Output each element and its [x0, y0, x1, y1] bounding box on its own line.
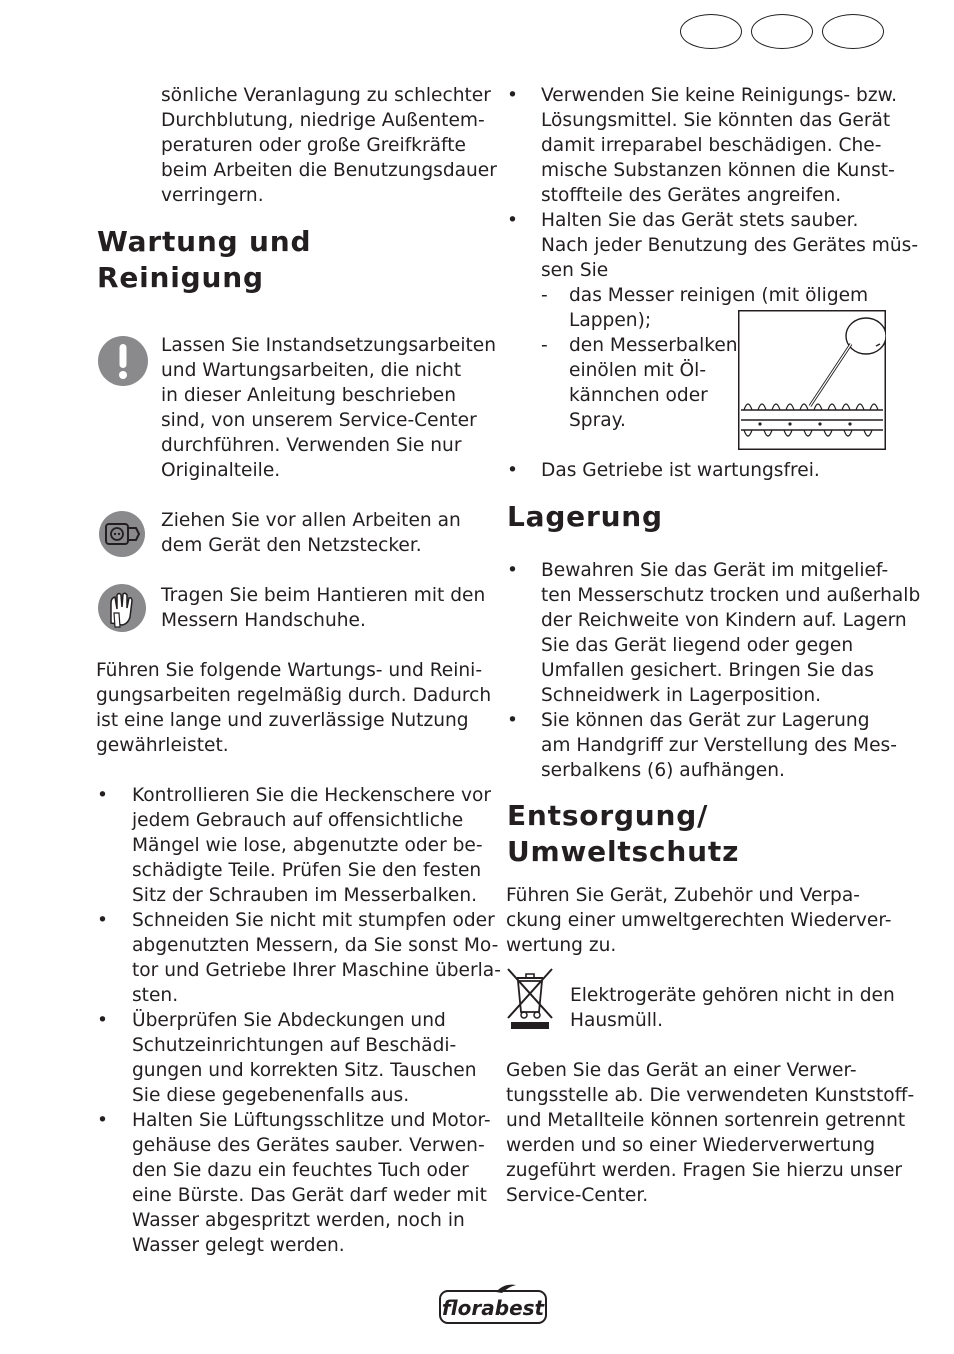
text-line: Geben Sie das Gerät an einer Verwer-: [506, 1060, 857, 1081]
bullet-dot: •: [97, 910, 108, 931]
bullet-dot: •: [507, 710, 518, 731]
text-line: sind, von unserem Service-Center: [161, 410, 477, 431]
heading-line: Wartung und: [97, 225, 312, 258]
text-line: dem Gerät den Netzstecker.: [161, 535, 422, 556]
text-line: am Handgriff zur Verstellung des Mes-: [541, 735, 897, 756]
text-line: Schneidwerk in Lagerposition.: [541, 685, 822, 706]
heading-line: Umweltschutz: [507, 835, 740, 868]
text-line: ist eine lange und zuverlässige Nutzung: [96, 710, 469, 731]
text-line: ten Messerschutz trocken und außerhalb: [541, 585, 921, 606]
bullet-dot: •: [507, 460, 518, 481]
notice-plug-text: [161, 508, 461, 558]
text-line: Service-Center.: [506, 1185, 649, 1206]
florabest-logo: [438, 1283, 548, 1325]
text-line: Sie können das Gerät zur Lagerung: [541, 710, 870, 731]
gloves-icon: [97, 583, 147, 640]
text-line: sten.: [132, 985, 179, 1006]
logo-text: florabest: [441, 1296, 545, 1320]
dash-symbol: -: [541, 285, 548, 306]
text-line: Führen Sie folgende Wartungs- und Reini-: [96, 660, 483, 681]
warning-icon: [97, 335, 149, 394]
text-line: Sitz der Schrauben im Messerbalken.: [132, 885, 478, 906]
text-line: zugeführt werden. Fragen Sie hierzu unser: [506, 1160, 903, 1181]
text-line: sen Sie: [541, 260, 609, 281]
text-line: Lösungsmittel. Sie könnten das Gerät: [541, 110, 891, 131]
text-line: Wasser abgespritzt werden, noch in: [132, 1210, 465, 1231]
text-line: Verwenden Sie keine Reinigungs- bzw.: [541, 85, 897, 106]
text-line: ckung einer umweltgerechten Wiederver-: [506, 910, 892, 931]
text-line: kännchen oder: [569, 385, 708, 406]
bullet-dot: •: [97, 1010, 108, 1031]
text-line: gungen und korrekten Sitz. Tauschen: [132, 1060, 477, 1081]
text-line: stoffteile des Gerätes angreifen.: [541, 185, 842, 206]
text-line: das Messer reinigen (mit öligem: [569, 285, 869, 306]
text-line: Schneiden Sie nicht mit stumpfen oder: [132, 910, 495, 931]
text-line: Schutzeinrichtungen auf Beschädi-: [132, 1035, 457, 1056]
text-line: gewährleistet.: [96, 735, 229, 756]
text-line: einölen mit Öl-: [569, 360, 707, 381]
text-line: werden und so einer Wiederverwertung: [506, 1135, 876, 1156]
text-line: eine Bürste. Das Gerät darf weder mit: [132, 1185, 487, 1206]
text-line: damit irreparabel beschädigen. Che-: [541, 135, 882, 156]
wartung-heading: [97, 224, 311, 296]
dash-symbol: -: [541, 335, 548, 356]
text-line: Messern Handschuhe.: [161, 610, 366, 631]
text-line: gehäuse des Gerätes sauber. Verwen-: [132, 1135, 485, 1156]
text-line: Lassen Sie Instandsetzungsarbeiten: [161, 335, 497, 356]
text-line: Nach jeder Benutzung des Gerätes müs-: [541, 235, 919, 256]
entsorgung-heading: [507, 798, 739, 870]
intro-continuation-text: [161, 83, 497, 208]
text-line: Das Getriebe ist wartungsfrei.: [541, 460, 820, 481]
text-line: Hausmüll.: [570, 1010, 663, 1031]
text-line: sönliche Veranlagung zu schlechter: [161, 85, 491, 106]
text-line: Sie diese gegebenenfalls aus.: [132, 1085, 410, 1106]
language-oval: [680, 14, 742, 49]
text-line: Halten Sie das Gerät stets sauber.: [541, 210, 859, 231]
text-line: peraturen oder große Greifkräfte: [161, 135, 466, 156]
unplug-icon: [98, 510, 146, 565]
text-line: Führen Sie Gerät, Zubehör und Verpa-: [506, 885, 860, 906]
oiling-blade-illustration: [738, 310, 886, 457]
language-oval: [751, 14, 813, 49]
bullet-dot: •: [97, 785, 108, 806]
text-line: abgenutzten Messern, da Sie sonst Mo-: [132, 935, 499, 956]
language-oval: [822, 14, 884, 49]
lagerung-heading: [507, 499, 663, 535]
bullet-dot: •: [507, 210, 518, 231]
text-line: Umfallen gesichert. Bringen Sie das: [541, 660, 874, 681]
notice-gloves-text: [161, 583, 485, 633]
weee-crossed-bin-icon: [505, 966, 555, 1039]
text-line: in dieser Anleitung beschrieben: [161, 385, 457, 406]
text-line: Überprüfen Sie Abdeckungen und: [132, 1010, 446, 1031]
text-line: beim Arbeiten die Benutzungsdauer: [161, 160, 497, 181]
text-line: Ziehen Sie vor allen Arbeiten an: [161, 510, 461, 531]
text-line: serbalkens (6) aufhängen.: [541, 760, 785, 781]
text-line: Lappen);: [569, 310, 652, 331]
text-line: tor und Getriebe Ihrer Maschine überla-: [132, 960, 501, 981]
text-line: und Wartungsarbeiten, die nicht: [161, 360, 462, 381]
text-line: den Messerbalken: [569, 335, 738, 356]
text-line: schädigte Teile. Prüfen Sie den festen: [132, 860, 482, 881]
notice-repair-text: [161, 333, 496, 483]
text-line: den Sie dazu ein feuchtes Tuch oder: [132, 1160, 469, 1181]
text-line: Sie das Gerät liegend oder gegen: [541, 635, 854, 656]
weee-notice-text: [570, 983, 895, 1033]
text-line: verringern.: [161, 185, 264, 206]
text-line: tungsstelle ab. Die verwendeten Kunststoff-: [506, 1085, 915, 1106]
disposal-paragraph: [506, 1058, 914, 1208]
heading-line: Entsorgung/: [507, 799, 709, 832]
language-selector-ovals: [680, 14, 884, 49]
bullet-dot: •: [97, 1110, 108, 1131]
text-line: wertung zu.: [506, 935, 617, 956]
text-line: durchführen. Verwenden Sie nur: [161, 435, 462, 456]
text-line: Tragen Sie beim Hantieren mit den: [161, 585, 486, 606]
text-line: und Metallteile können sortenrein getrennt: [506, 1110, 906, 1131]
heading-line: Reinigung: [97, 261, 264, 294]
text-line: Elektrogeräte gehören nicht in den: [570, 985, 895, 1006]
text-line: Mängel wie lose, abgenutzte oder be-: [132, 835, 483, 856]
text-line: Spray.: [569, 410, 626, 431]
bullet-dot: •: [507, 85, 518, 106]
text-line: Durchblutung, niedrige Außentem-: [161, 110, 485, 131]
text-line: gungsarbeiten regelmäßig durch. Dadurch: [96, 685, 492, 706]
text-line: Bewahren Sie das Gerät im mitgelief-: [541, 560, 889, 581]
bullet-dot: •: [507, 560, 518, 581]
text-line: jedem Gebrauch auf offensichtliche: [132, 810, 464, 831]
text-line: Halten Sie Lüftungsschlitze und Motor-: [132, 1110, 491, 1131]
text-line: Originalteile.: [161, 460, 281, 481]
heading-line: Lagerung: [507, 500, 663, 533]
text-line: Wasser gelegt werden.: [132, 1235, 345, 1256]
maintenance-intro-paragraph: [96, 658, 491, 758]
text-line: mische Substanzen können die Kunst-: [541, 160, 895, 181]
text-line: der Reichweite von Kindern auf. Lagern: [541, 610, 907, 631]
text-line: Kontrollieren Sie die Heckenschere vor: [132, 785, 491, 806]
recycling-paragraph: [506, 883, 892, 958]
